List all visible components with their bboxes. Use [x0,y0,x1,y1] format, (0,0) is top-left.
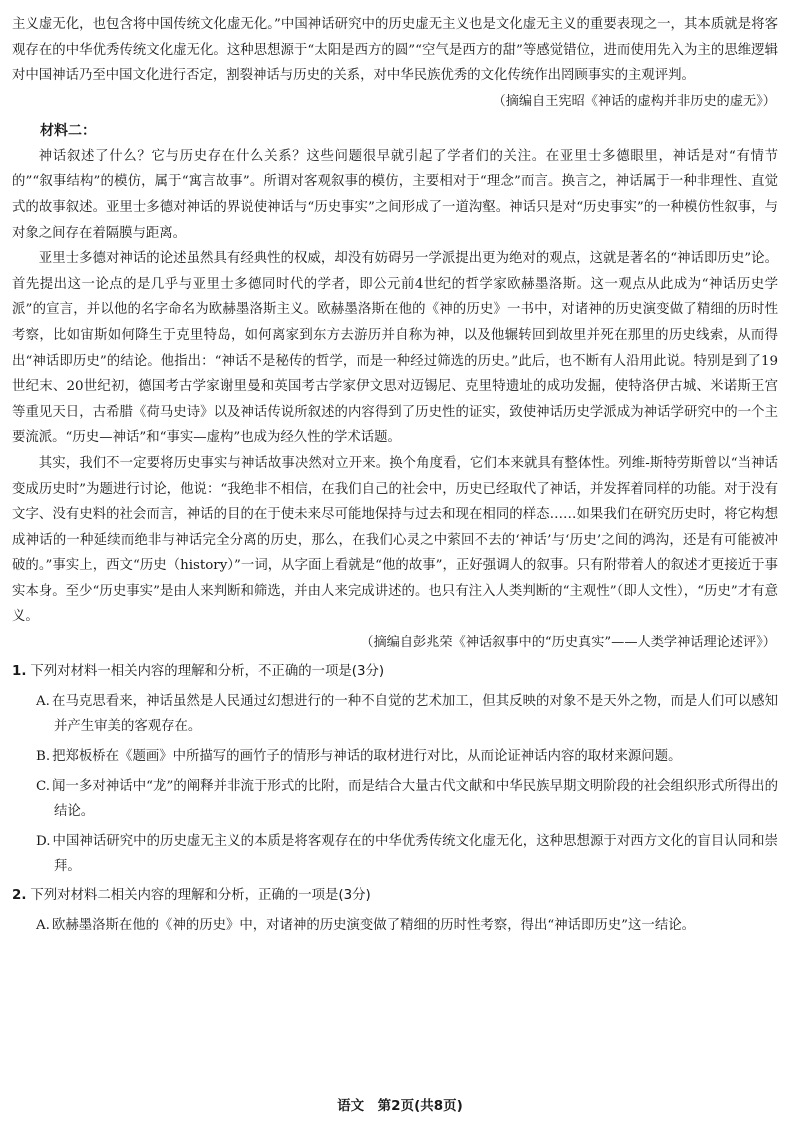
material-one-paragraph: 主义虚无化，也包含将中国传统文化虚无化。”中国神话研究中的历史虚无主义也是文化虚无主义的重要表现之一，其本质就是将客观存在的中华优秀传统文化虚无化。这种思想源于“太阳是西方的圆”“空气是西方的甜”等感觉错位，进而使用先入为主的思维逻辑对中国神话乃至中国文化进行否定，割裂神话与历史的关系，对中华民族优秀的文化传统作出罔顾事实的主观评判。 [12,17,778,84]
question-1 [12,659,778,879]
material-one-tail [12,12,778,114]
question-number: 1. [12,664,27,680]
option-text: 欧赫墨洛斯在他的《神的历史》中，对诸神的历史演变做了精细的历时性考察，得出“神话即历史”这一结论。 [51,918,695,934]
option-letter: C. [36,779,51,795]
material-one-source: （摘编自王宪昭《神话的虚构并非历史的虚无》） [492,93,776,109]
option-text: 中国神话研究中的历史虚无主义的本质是将客观存在的中华优秀传统文化虚无化，这种思想源于对西方文化的盲目认同和崇拜。 [52,834,778,875]
option-b[interactable] [12,744,778,769]
option-text: 闻一多对神话中“龙”的阐释并非流于形式的比附，而是结合大量古代文献和中华民族早期文明阶段的社会组织形式所得出的结论。 [52,779,778,820]
option-letter: A. [36,918,50,934]
question-2 [12,883,778,938]
question-number: 2. [12,888,27,904]
option-c[interactable] [12,774,778,824]
option-letter: A. [36,694,50,710]
option-a[interactable] [12,913,778,938]
option-d[interactable] [12,829,778,879]
page-footer: 语文 第2页(共8页) [337,1098,463,1114]
option-text: 在马克思看来，神话虽然是人民通过幻想进行的一种不自觉的艺术加工，但其反映的对象不是天外之物，而是人们可以感知并产生审美的客观存在。 [51,694,778,735]
material-two-source: （摘编自彭兆荣《神话叙事中的“历史真实”——人类学神话理论述评》） [360,635,776,651]
material-two [12,118,778,655]
question-stem [12,883,778,908]
material-two-paragraph-3: 其实，我们不一定要将历史事实与神话故事决然对立开来。换个角度看，它们本来就具有整体性。列维-斯特劳斯曾以“当神话变成历史时”为题进行讨论，他说：“我绝非不相信，在我们自己的社会中，历史已经取代了神话，并发挥着同样的功能。对于没有文字、没有史料的社会而言，神话的目的在于使未来尽可能地保持与过去和现在相同的样态……如果我们在研究历史时，将它构想成神话的一种延续而绝非与神话完全分离的历史，那么，在我们心灵之中萦回不去的‘神话’与‘历史’之间的鸿沟，还是有可能被冲破的。”事实上，西文“历史（history）”一词，从字面上看就是“他的故事”，正好强调人的叙事。只有附带着人的叙述才更接近于事实本身。至少“历史事实”是由人来判断和筛选，并由人来完成讲述的。也只有注入人类判断的“主观性”（即人文性），“历史”才有意义。 [12,455,778,625]
option-text: 把郑板桥在《题画》中所描写的画竹子的情形与神话的取材进行对比，从而论证神话内容的取材来源问题。 [52,749,682,765]
option-a[interactable] [12,689,778,739]
question-stem [12,659,778,684]
material-two-heading: 材料二： [40,122,96,139]
option-letter: D. [36,834,51,850]
question-text: 下列对材料二相关内容的理解和分析，正确的一项是(3分) [30,888,371,904]
question-text: 下列对材料一相关内容的理解和分析，不正确的一项是(3分) [30,664,385,680]
material-two-paragraph-1: 神话叙述了什么？它与历史存在什么关系？这些问题很早就引起了学者们的关注。在亚里士多德眼里，神话是对“有情节的”“叙事结构”的模仿，属于“寓言故事”。所谓对客观叙事的模仿，主要相对于“理念”而言。换言之，神话属于一种非理性、直觉式的故事叙述。亚里士多德对神话的界说使神话与“历史事实”之间形成了一道沟壑。神话只是对“历史事实”的一种模仿性叙事，与对象之间存在着隔膜与距离。 [12,148,778,241]
material-two-paragraph-2: 亚里士多德对神话的论述虽然具有经典性的权威，却没有妨碍另一学派提出更为绝对的观点，这就是著名的“神话即历史”论。首先提出这一论点的是几乎与亚里士多德同时代的学者，即公元前4世纪的哲学家欧赫墨洛斯。这一观点从此成为“神话历史学派”的宣言，并以他的名字命名为欧赫墨洛斯主义。欧赫墨洛斯在他的《神的历史》一书中，对诸神的历史演变做了精细的历时性考察，比如宙斯如何降生于克里特岛，如何离家到东方去游历并自称为神，以及他辗转回到故里并死在那里的历史线索，从而得出“神话即历史”的结论。他指出：“神话不是秘传的哲学，而是一种经过筛选的历史。”此后，也不断有人沿用此说。特别是到了19世纪末、20世纪初，德国考古学家谢里曼和英国考古学家伊文思对迈锡尼、克里特遗址的成功发掘，使特洛伊古城、米诺斯王宫等重见天日，古希腊《荷马史诗》以及神话传说所叙述的内容得到了历史性的证实，致使神话历史学派成为神话学研究中的一个主要流派。“历史—神话”和“事实—虚构”也成为经久性的学术话题。 [12,251,778,446]
option-letter: B. [36,749,51,765]
